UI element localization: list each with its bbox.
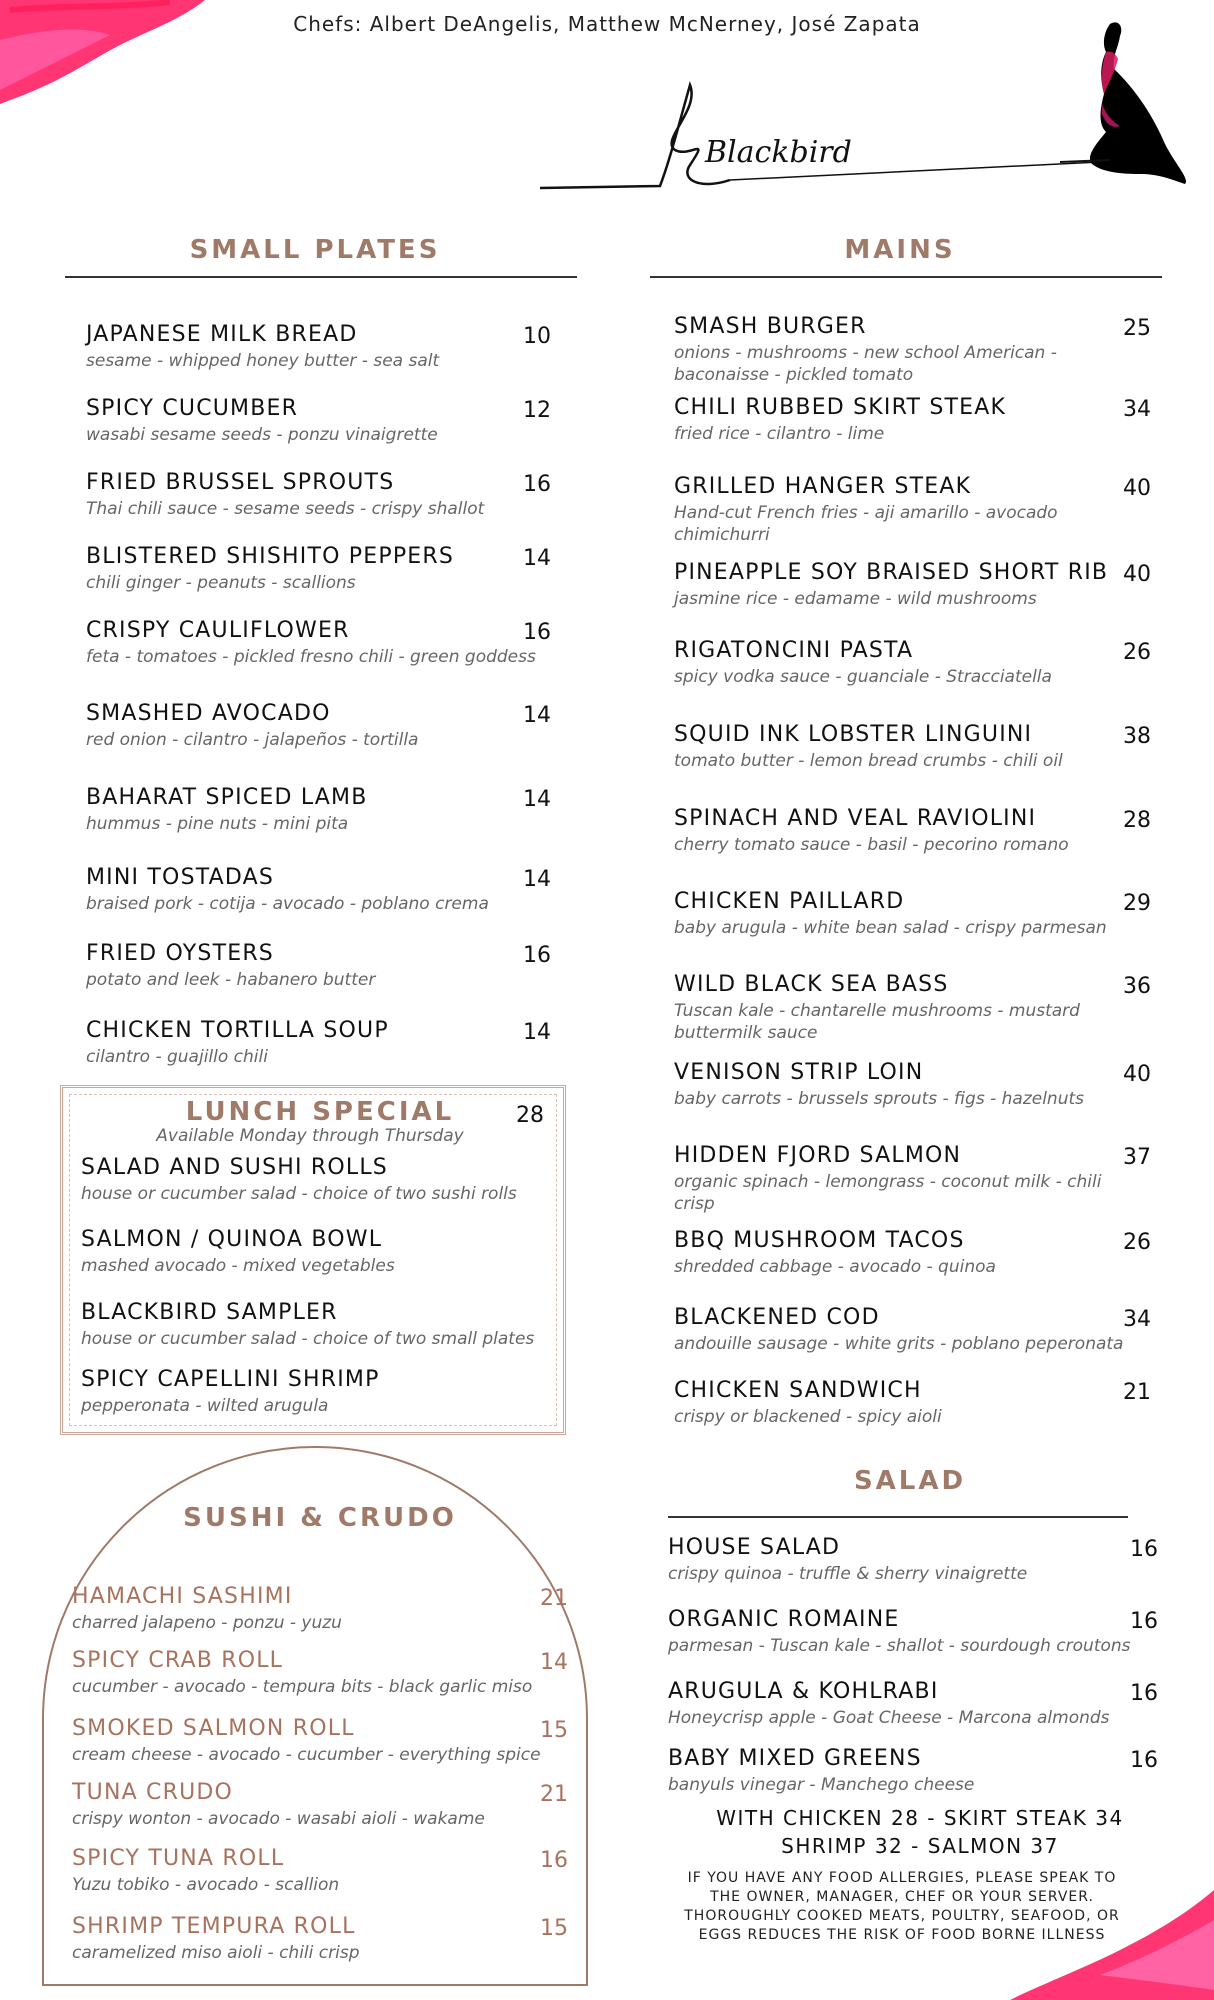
salad-item-name: ARUGULA & KOHLRABI — [668, 1679, 939, 1704]
lunch-special-item-description: pepperonata - wilted arugula — [81, 1396, 329, 1416]
lunch-special-item-description: house or cucumber salad - choice of two small plates — [81, 1329, 535, 1349]
small-plate-item — [86, 470, 576, 520]
sushi-item-name: SPICY TUNA ROLL — [72, 1846, 285, 1871]
main-item-description: cherry tomato sauce - basil - pecorino romano — [674, 835, 1069, 855]
main-item-price: 26 — [1123, 1230, 1151, 1255]
main-item-description: organic spinach - lemongrass - coconut milk - chili crisp — [674, 1172, 1102, 1214]
main-item-description: tomato butter - lemon bread crumbs - chili oil — [674, 751, 1063, 771]
small-plate-item-name: BLISTERED SHISHITO PEPPERS — [86, 544, 455, 569]
salad-item — [668, 1679, 1148, 1729]
main-item — [674, 474, 1124, 546]
small-plate-item-description: hummus - pine nuts - mini pita — [86, 814, 349, 834]
lunch-special-subtitle: Available Monday through Thursday — [156, 1126, 464, 1146]
main-item-description: Tuscan kale - chantarelle mushrooms - mustard buttermilk sauce — [674, 1001, 1080, 1043]
main-item-name: CHICKEN PAILLARD — [674, 889, 905, 914]
small-plate-item-description: potato and leek - habanero butter — [86, 970, 376, 990]
main-item — [674, 314, 1124, 386]
main-item — [674, 806, 1124, 856]
salad-item — [668, 1607, 1148, 1657]
main-item-description: crispy or blackened - spicy aioli — [674, 1407, 942, 1427]
sushi-item-name: SHRIMP TEMPURA ROLL — [72, 1914, 356, 1939]
lunch-special-item — [81, 1300, 561, 1350]
allergy-notice: IF YOU HAVE ANY FOOD ALLERGIES, PLEASE SPEAK TO THE OWNER, MANAGER, CHEF OR YOUR SERVER. THOROUGHLY COOKED MEATS, POULTRY, SEAFOOD, OR EGGS REDUCES THE RISK OF FOOD BORNE ILLNESS — [684, 1870, 1120, 1943]
main-item — [674, 638, 1124, 688]
salad-item-name: ORGANIC ROMAINE — [668, 1607, 900, 1632]
small-plate-item-name: SPICY CUCUMBER — [86, 396, 299, 421]
salad-item-price: 16 — [1130, 1681, 1158, 1706]
main-item-price: 40 — [1123, 562, 1151, 587]
small-plate-item-description: Thai chili sauce - sesame seeds - crispy shallot — [86, 499, 485, 519]
lunch-special-item-name: SALAD AND SUSHI ROLLS — [81, 1155, 388, 1180]
small-plate-item-name: JAPANESE MILK BREAD — [86, 322, 358, 347]
main-item — [674, 1305, 1124, 1355]
sushi-item — [72, 1914, 542, 1964]
main-item-price: 40 — [1123, 476, 1151, 501]
blackbird-icon — [1040, 14, 1190, 194]
lunch-special-item — [81, 1227, 561, 1277]
sushi-item-description: caramelized miso aioli - chili crisp — [72, 1943, 360, 1963]
small-plate-item-price: 16 — [523, 943, 551, 968]
main-item-price: 38 — [1123, 724, 1151, 749]
sushi-item-price: 21 — [540, 1782, 568, 1807]
small-plate-item-name: MINI TOSTADAS — [86, 865, 275, 890]
main-item-price: 34 — [1123, 1307, 1151, 1332]
salad-item-price: 16 — [1130, 1537, 1158, 1562]
sushi-item — [72, 1584, 542, 1634]
small-plate-item-price: 14 — [523, 1020, 551, 1045]
main-item-name: SMASH BURGER — [674, 314, 867, 339]
main-item-name: HIDDEN FJORD SALMON — [674, 1143, 962, 1168]
main-item — [674, 972, 1124, 1044]
lunch-special-item-name: BLACKBIRD SAMPLER — [81, 1300, 338, 1325]
lunch-special-item-name: SALMON / QUINOA BOWL — [81, 1227, 383, 1252]
lunch-special-item — [81, 1155, 561, 1205]
small-plate-item — [86, 1018, 576, 1068]
lunch-special-price: 28 — [516, 1103, 544, 1128]
main-item-description: andouille sausage - white grits - poblano peperonata — [674, 1334, 1124, 1354]
svg-text:Blackbird: Blackbird — [705, 135, 852, 170]
lunch-special-item-description: mashed avocado - mixed vegetables — [81, 1256, 395, 1276]
sushi-item-description: Yuzu tobiko - avocado - scallion — [72, 1875, 340, 1895]
salad-item-description: parmesan - Tuscan kale - shallot - sourdough croutons — [668, 1636, 1131, 1656]
lunch-special-item — [81, 1367, 561, 1417]
small-plate-item-name: FRIED BRUSSEL SPROUTS — [86, 470, 395, 495]
small-plate-item-description: wasabi sesame seeds - ponzu vinaigrette — [86, 425, 438, 445]
salad-toppings-line-2: SHRIMP 32 - SALMON 37 — [781, 1834, 1059, 1858]
salad-title: SALAD — [853, 1466, 967, 1496]
main-item — [674, 560, 1124, 610]
lunch-special-item-description: house or cucumber salad - choice of two sushi rolls — [81, 1184, 517, 1204]
small-plate-item-price: 14 — [523, 867, 551, 892]
main-item-name: PINEAPPLE SOY BRAISED SHORT RIB — [674, 560, 1109, 585]
main-item — [674, 395, 1124, 445]
small-plate-item-price: 10 — [523, 324, 551, 349]
small-plate-item-price: 14 — [523, 703, 551, 728]
main-item-name: SPINACH AND VEAL RAVIOLINI — [674, 806, 1037, 831]
main-item — [674, 1143, 1124, 1215]
salad-item-description: Honeycrisp apple - Goat Cheese - Marcona almonds — [668, 1708, 1110, 1728]
main-item-price: 34 — [1123, 397, 1151, 422]
sushi-item-price: 15 — [540, 1718, 568, 1743]
main-item-name: GRILLED HANGER STEAK — [674, 474, 972, 499]
small-plate-item-name: SMASHED AVOCADO — [86, 701, 331, 726]
sushi-crudo-title: SUSHI & CRUDO — [183, 1503, 457, 1533]
main-item — [674, 722, 1124, 772]
sushi-item-price: 14 — [540, 1650, 568, 1675]
small-plate-item-description: feta - tomatoes - pickled fresno chili - green goddess — [86, 647, 536, 667]
sushi-item — [72, 1648, 542, 1698]
salad-divider — [668, 1516, 1128, 1518]
main-item-description: spicy vodka sauce - guanciale - Stracciatella — [674, 667, 1052, 687]
sushi-item-price: 16 — [540, 1848, 568, 1873]
salad-item-description: banyuls vinegar - Manchego cheese — [668, 1775, 975, 1795]
mains-title: MAINS — [844, 235, 956, 265]
main-item-price: 28 — [1123, 808, 1151, 833]
sushi-item-description: cream cheese - avocado - cucumber - everything spice — [72, 1745, 541, 1765]
small-plate-item-description: sesame - whipped honey butter - sea salt — [86, 351, 440, 371]
sushi-item-name: SMOKED SALMON ROLL — [72, 1716, 355, 1741]
main-item-description: onions - mushrooms - new school American - baconaisse - pickled tomato — [674, 343, 1057, 385]
main-item — [674, 1060, 1124, 1110]
main-item-name: WILD BLACK SEA BASS — [674, 972, 949, 997]
main-item-description: baby carrots - brussels sprouts - figs - hazelnuts — [674, 1089, 1085, 1109]
sushi-item — [72, 1846, 542, 1896]
small-plate-item — [86, 865, 576, 915]
sushi-item-price: 15 — [540, 1916, 568, 1941]
small-plates-divider — [65, 276, 577, 278]
small-plate-item-description: chili ginger - peanuts - scallions — [86, 573, 356, 593]
main-item-description: Hand-cut French fries - aji amarillo - avocado chimichurri — [674, 503, 1058, 545]
sushi-item-description: cucumber - avocado - tempura bits - black garlic miso — [72, 1677, 533, 1697]
small-plate-item-name: FRIED OYSTERS — [86, 941, 274, 966]
main-item — [674, 1378, 1124, 1428]
salad-toppings-line-1: WITH CHICKEN 28 - SKIRT STEAK 34 — [716, 1806, 1124, 1830]
salad-item-description: crispy quinoa - truffle & sherry vinaigrette — [668, 1564, 1028, 1584]
small-plate-item — [86, 618, 576, 668]
main-item — [674, 1228, 1124, 1278]
main-item-price: 25 — [1123, 316, 1151, 341]
main-item-name: VENISON STRIP LOIN — [674, 1060, 924, 1085]
salad-item — [668, 1746, 1148, 1796]
small-plate-item — [86, 396, 576, 446]
sushi-item-name: HAMACHI SASHIMI — [72, 1584, 293, 1609]
main-item-price: 37 — [1123, 1145, 1151, 1170]
main-item-description: baby arugula - white bean salad - crispy parmesan — [674, 918, 1107, 938]
chefs-credit: Chefs: Albert DeAngelis, Matthew McNerney, José Zapata — [293, 12, 921, 36]
main-item-name: SQUID INK LOBSTER LINGUINI — [674, 722, 1033, 747]
small-plate-item — [86, 785, 576, 835]
main-item-description: fried rice - cilantro - lime — [674, 424, 885, 444]
sushi-item-price: 21 — [540, 1586, 568, 1611]
main-item-price: 21 — [1123, 1380, 1151, 1405]
salad-item-name: BABY MIXED GREENS — [668, 1746, 922, 1771]
small-plate-item-description: cilantro - guajillo chili — [86, 1047, 268, 1067]
main-item-name: BBQ MUSHROOM TACOS — [674, 1228, 965, 1253]
salad-item-price: 16 — [1130, 1748, 1158, 1773]
sushi-item-name: SPICY CRAB ROLL — [72, 1648, 284, 1673]
small-plate-item-price: 14 — [523, 787, 551, 812]
sushi-item — [72, 1716, 542, 1766]
salad-item-price: 16 — [1130, 1609, 1158, 1634]
main-item-price: 36 — [1123, 974, 1151, 999]
small-plate-item-price: 14 — [523, 546, 551, 571]
small-plate-item — [86, 544, 576, 594]
small-plate-item — [86, 941, 576, 991]
main-item-price: 29 — [1123, 891, 1151, 916]
main-item-name: CHILI RUBBED SKIRT STEAK — [674, 395, 1007, 420]
lunch-special-title: LUNCH SPECIAL — [185, 1097, 455, 1127]
main-item-description: shredded cabbage - avocado - quinoa — [674, 1257, 996, 1277]
main-item-price: 40 — [1123, 1062, 1151, 1087]
small-plate-item — [86, 701, 576, 751]
sushi-item-description: charred jalapeno - ponzu - yuzu — [72, 1613, 342, 1633]
main-item — [674, 889, 1124, 939]
small-plate-item-price: 12 — [523, 398, 551, 423]
salad-item — [668, 1535, 1148, 1585]
mains-divider — [650, 276, 1162, 278]
small-plate-item-price: 16 — [523, 472, 551, 497]
small-plate-item-name: CHICKEN TORTILLA SOUP — [86, 1018, 389, 1043]
main-item-description: jasmine rice - edamame - wild mushrooms — [674, 589, 1037, 609]
small-plate-item-name: BAHARAT SPICED LAMB — [86, 785, 368, 810]
sushi-item-name: TUNA CRUDO — [72, 1780, 234, 1805]
sushi-item-description: crispy wonton - avocado - wasabi aioli - wakame — [72, 1809, 485, 1829]
small-plate-item-description: red onion - cilantro - jalapeños - tortilla — [86, 730, 419, 750]
small-plates-title: SMALL PLATES — [189, 235, 441, 265]
main-item-price: 26 — [1123, 640, 1151, 665]
small-plate-item-description: braised pork - cotija - avocado - poblano crema — [86, 894, 489, 914]
small-plate-item-name: CRISPY CAULIFLOWER — [86, 618, 350, 643]
sushi-item — [72, 1780, 542, 1830]
salad-item-name: HOUSE SALAD — [668, 1535, 841, 1560]
main-item-name: RIGATONCINI PASTA — [674, 638, 914, 663]
main-item-name: BLACKENED COD — [674, 1305, 880, 1330]
small-plate-item — [86, 322, 576, 372]
salad-toppings — [690, 1804, 1150, 1860]
main-item-name: CHICKEN SANDWICH — [674, 1378, 922, 1403]
lunch-special-item-name: SPICY CAPELLINI SHRIMP — [81, 1367, 380, 1392]
small-plate-item-price: 16 — [523, 620, 551, 645]
